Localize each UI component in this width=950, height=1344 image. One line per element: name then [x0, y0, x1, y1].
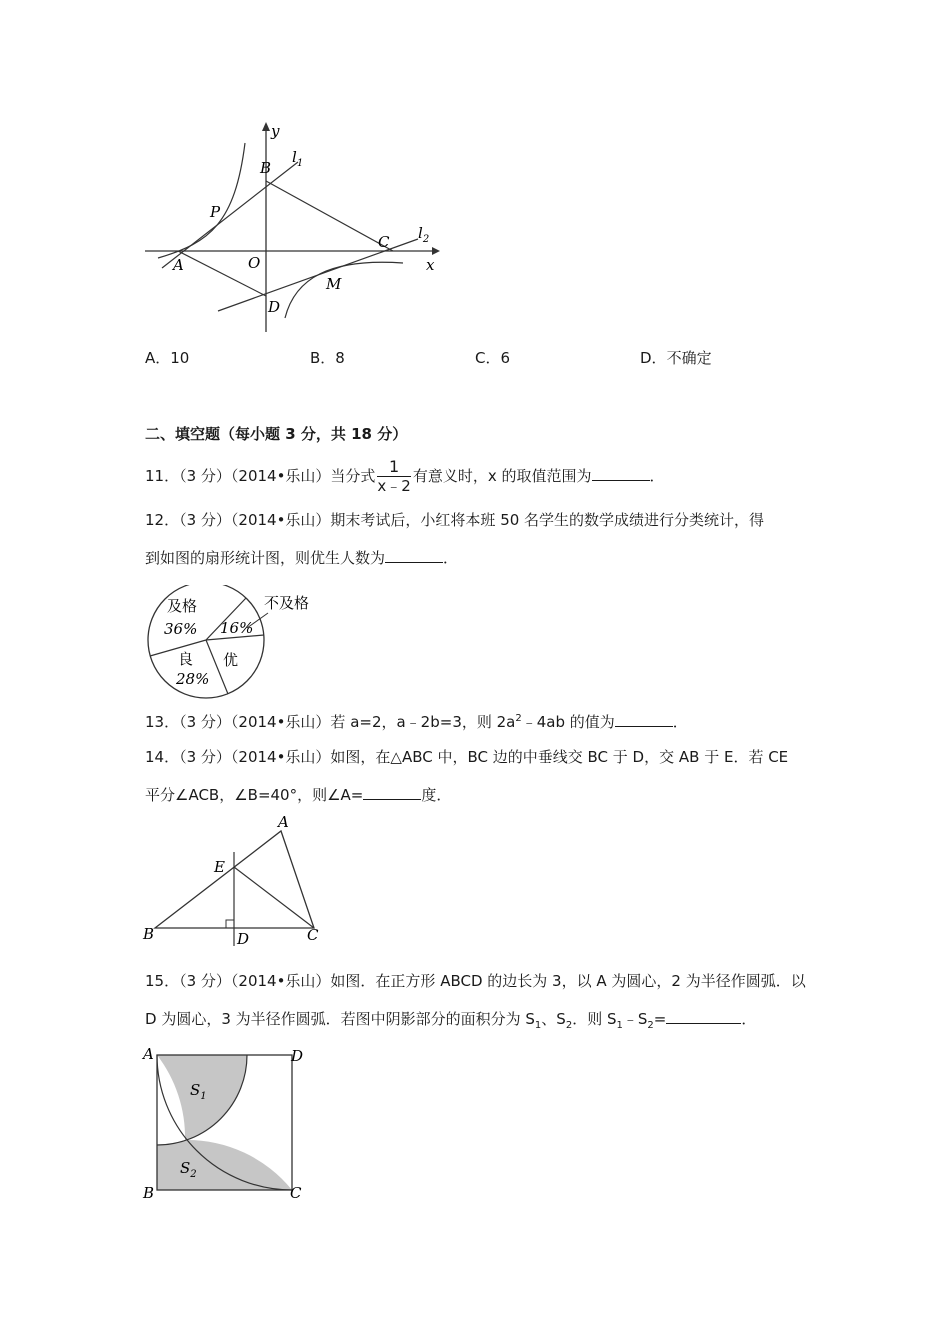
q15-line2a: D 为圆心，3 为半径作圆弧．若图中阴影部分的面积分为 S — [145, 1010, 535, 1028]
question-15-line2 — [145, 1008, 756, 1037]
option-d-text: 不确定 — [666, 349, 712, 367]
label-e: E — [214, 858, 225, 876]
hyperbola-lower — [285, 262, 403, 318]
q13-text-a: 13．（3 分）（2014•乐山）若 a=2，a﹣2b=3，则 2a — [145, 713, 516, 731]
label-m: M — [326, 275, 342, 293]
q14-line2-text: 平分∠ACB，∠B=40°，则∠A= — [145, 786, 364, 804]
label-a: A — [278, 813, 289, 831]
pie-pct-good: 28% — [176, 670, 210, 688]
q11-suffix: 有意义时，x 的取值范围为 — [412, 467, 592, 485]
option-d-letter: D． — [640, 349, 667, 367]
q12-end: ． — [443, 549, 459, 567]
q15-sub3: 1 — [616, 1020, 623, 1031]
q15-answer-blank[interactable] — [666, 1008, 741, 1024]
option-c-letter: C． — [475, 349, 501, 367]
label-p: P — [210, 203, 221, 221]
q12-answer-blank[interactable] — [385, 547, 443, 563]
label-l2-sub: 2 — [422, 234, 430, 245]
q10-option-a — [145, 347, 189, 369]
question-12-line1: 12．（3 分）（2014•乐山）期末考试后，小红将本班 50 名学生的数学成绩进行分类统计，得 — [145, 511, 765, 529]
q15-minus: ﹣S — [622, 1010, 648, 1028]
label-l2 — [418, 224, 429, 245]
option-a-letter: A． — [145, 349, 171, 367]
q11-fraction-denominator: x﹣2 — [377, 477, 411, 495]
label-s1-main: S — [190, 1081, 201, 1099]
q13-text-b: ﹣4ab 的值为 — [521, 713, 615, 731]
q15-end: ． — [741, 1010, 757, 1028]
q12-line2-text: 到如图的扇形统计图，则优生人数为 — [145, 549, 386, 567]
q15-sub2: 2 — [565, 1020, 573, 1031]
line-l1 — [162, 162, 298, 268]
label-d: D — [268, 298, 281, 316]
label-d: D — [291, 1047, 304, 1065]
label-d: D — [237, 930, 250, 947]
label-b: B — [260, 159, 272, 177]
x-axis-arrow — [432, 247, 440, 255]
label-l1-main: l — [292, 148, 297, 166]
label-c: C — [378, 233, 390, 251]
q11-fraction-numerator: 1 — [377, 458, 410, 477]
label-s1-sub: 1 — [200, 1091, 207, 1102]
section-2-title: 二、填空题（每小题 3 分，共 18 分） — [145, 425, 408, 443]
question-14-line1: 14．（3 分）（2014•乐山）如图，在△ABC 中，BC 边的中垂线交 BC 于 D，交 AB 于 E．若 CE — [145, 748, 789, 766]
segment-bc — [266, 181, 393, 251]
label-a: A — [143, 1045, 154, 1063]
q15-sub1: 1 — [534, 1020, 542, 1031]
q14-triangle-figure — [140, 812, 330, 947]
label-o: O — [248, 254, 261, 272]
label-s2-sub: 2 — [190, 1169, 197, 1180]
y-axis-arrow — [262, 122, 270, 131]
segment-ce — [234, 867, 314, 928]
q10-figure — [140, 118, 450, 338]
label-l1-sub: 1 — [296, 158, 304, 169]
label-a: A — [173, 256, 184, 274]
q13-end: ． — [672, 713, 688, 731]
pie-pct-pass: 36% — [164, 620, 198, 638]
q14-end: 度． — [421, 786, 452, 804]
q14-answer-blank[interactable] — [363, 784, 421, 800]
hyperbola-upper — [158, 143, 245, 258]
pie-label-good: 良 — [178, 650, 194, 668]
shaded-region-s2 — [157, 1140, 292, 1190]
q10-option-d — [640, 347, 712, 369]
q12-pie-chart — [140, 585, 330, 700]
q11-fraction — [377, 458, 410, 495]
q15-line2b: ．则 S — [572, 1010, 617, 1028]
label-b: B — [143, 925, 155, 943]
question-14-line2 — [145, 784, 451, 806]
question-15-line1: 15．（3 分）（2014•乐山）如图．在正方形 ABCD 的边长为 3，以 A 为圆心，2 为半径作圆弧．以 — [145, 972, 806, 990]
q10-option-c — [475, 347, 510, 369]
pie-label-pass: 及格 — [167, 597, 198, 615]
q15-eq: = — [653, 1010, 667, 1028]
option-b-letter: B． — [310, 349, 336, 367]
question-13 — [145, 708, 688, 733]
q11-answer-blank[interactable] — [592, 465, 650, 481]
right-angle-mark — [226, 920, 234, 928]
q13-answer-blank[interactable] — [615, 711, 673, 727]
option-b-text: 8 — [335, 349, 345, 367]
q11-prefix: 11．（3 分）（2014•乐山）当分式 — [145, 467, 376, 485]
q15-sub4: 2 — [647, 1020, 654, 1031]
label-s2-main: S — [180, 1159, 191, 1177]
label-y: y — [271, 122, 280, 140]
q15-mid: 、S — [541, 1010, 566, 1028]
option-a-text: 10 — [170, 349, 190, 367]
label-c: C — [290, 1184, 302, 1202]
label-l2-main: l — [418, 224, 423, 242]
option-c-text: 6 — [500, 349, 511, 367]
q10-option-b — [310, 347, 345, 369]
pie-pct-fail: 16% — [220, 619, 254, 637]
question-12-line2 — [145, 547, 458, 569]
label-x: x — [426, 256, 435, 274]
pie-label-excellent: 优 — [223, 651, 239, 669]
q13-superscript: 2 — [515, 713, 522, 724]
question-11 — [145, 455, 665, 497]
q11-end: ． — [649, 467, 665, 485]
label-b: B — [143, 1184, 155, 1202]
pie-label-fail: 不及格 — [264, 594, 310, 612]
label-c: C — [307, 926, 319, 944]
q15-square-figure — [140, 1045, 310, 1205]
label-l1 — [292, 148, 303, 169]
